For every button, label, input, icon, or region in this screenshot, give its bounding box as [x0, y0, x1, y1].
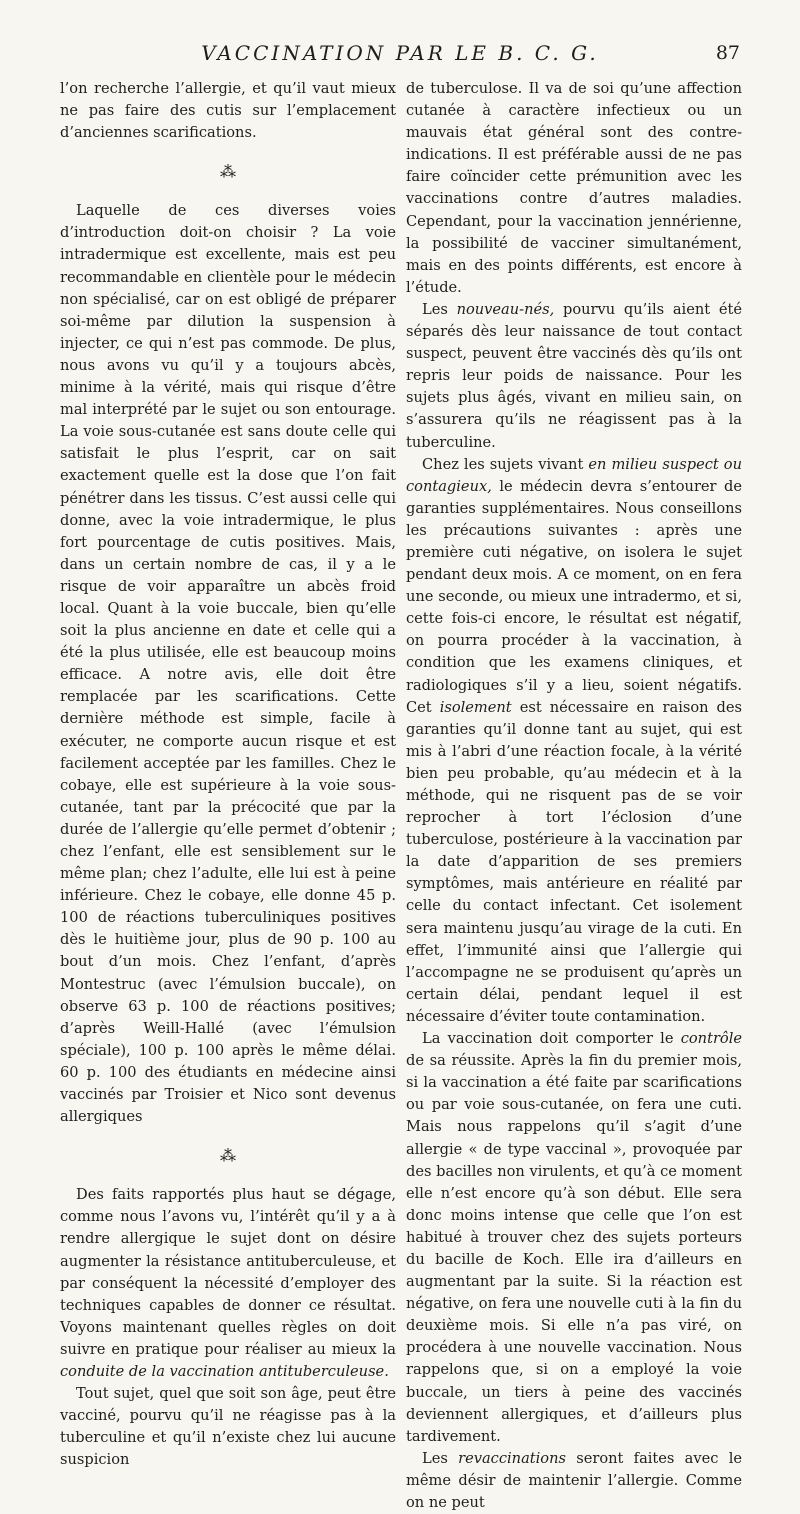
paragraph [406, 299, 742, 454]
page-number: 87 [715, 42, 740, 64]
paragraph [406, 454, 742, 1028]
italic-phrase: conduite de la vaccination antituberculeuse. [60, 1362, 389, 1380]
italic-phrase: revaccinations [458, 1449, 566, 1467]
running-title: VACCINATION PAR LE B. C. G. [201, 41, 599, 65]
italic-phrase: contrôle [680, 1030, 743, 1048]
paragraph: Tout sujet, quel que soit son âge, peut être vacciné, pourvu qu’il ne réagisse pas à la tuberculine et qu’il n’existe chez lui aucune suspicion [60, 1385, 396, 1469]
paragraph-text: Chez les sujets vivant [422, 455, 584, 473]
paragraph: de tuberculose. Il va de soi qu’une affection cutanée à caractère infectieux ou un mauvais état général sont des contre-indications. Il est préférable aussi de ne pas faire coïncider cette prémunition avec les vaccinations contre d’autres maladies. Cependant, pour la vaccination jennérienne, la possibilité de vacciner simultanément, mais en des points différents, est encore à l’étude. [406, 80, 742, 296]
page-header [60, 41, 740, 75]
paragraph-text: Des faits rapportés plus haut se dégage, comme nous l’avons vu, l’intérêt qu’il y a à rendre allergique le sujet dont on désire augmenter la résistance antituberculeuse, et par conséquent la nécessité d’employer des techniques capables de donner ce résultat. Voyons maintenant quelles règles on doit suivre en pratique pour réaliser au mieux la [60, 1186, 396, 1358]
paragraph [406, 1028, 742, 1448]
italic-phrase: en milieu suspect ou contagieux, [406, 455, 742, 495]
italic-phrase: nouveau-nés, [456, 300, 555, 318]
paragraph-text: Les [422, 1449, 448, 1467]
left-column [60, 78, 396, 1471]
paragraph-text: Les [422, 300, 448, 318]
paragraph-text: pourvu qu’ils aient été séparés dès leur naissance de tout contact suspect, peuvent être vaccinés dès qu’ils ont repris leur poids de naissance. Pour les sujets plus âgés, vivant en milieu sain, on s’assurera qu’ils ne réagissent pas à la tuberculine. [406, 300, 742, 451]
paragraph: Laquelle de ces diverses voies d’introduction doit-on choisir ? La voie intradermique est excellente, mais est peu recommandable en clientèle pour le médecin non spécialisé, car on est obligé de préparer soi-même par dilution la suspension à injecter, ce qui n’est pas commode. De plus, nous avons vu qu’il y a toujours abcès, minime à la vérité, mais qui risque d’être mal interprété par le sujet ou son entourage. La voie sous-cutanée est sans doute celle qui satisfait le plus l’esprit, car on sait exactement quelle est la dose que l’on fait pénétrer dans les tissus. C’est aussi celle qui donne, avec la voie intradermique, le plus fort pourcentage de cutis positives. Mais, dans un certain nombre de cas, il y a le risque de voir apparaître un abcès froid local. Quant à la voie buccale, bien qu’elle soit la plus ancienne en date et celle qui a été la plus utilisée, elle est beaucoup moins efficace. A notre avis, elle doit être remplacée par les scarifications. Cette dernière méthode est simple, facile à exécuter, ne comporte aucun risque et est facilement acceptée par les familles. Chez le cobaye, elle est supérieure à la voie sous-cutanée, tant par la précocité que par la durée de l’allergie qu’elle permet d’obtenir ; chez l’enfant, elle est sensiblement sur le même plan; chez l’adulte, elle lui est à peine inférieure. Chez le cobaye, elle donne 45 p. 100 de réactions tuberculiniques positives dès le huitième jour, plus de 90 p. 100 au bout d’un mois. Chez l’enfant, d’après Montestruc (avec l’émulsion buccale), on observe 63 p. 100 de réactions positives; d’après Weill-Hallé (avec l’émulsion spéciale), 100 p. 100 après le même délai. 60 p. 100 des étudiants en médecine ainsi vaccinés par Troisier et Nico sont devenus allergiques [60, 202, 396, 1126]
paragraph [60, 1184, 396, 1383]
right-column [406, 78, 742, 1514]
paragraph-text: de sa réussite. Après la fin du premier mois, si la vaccination a été faite par scarifications ou par voie sous-cutanée, on fera une cuti. Mais nous rappelons qu’il s’agit d’une allergie « de type vaccinal », provoquée par des bacilles non virulents, et qu’à ce moment elle n’est encore qu’à son début. Elle sera donc moins intense que celle que l’on est habitué à trouver chez des sujets porteurs du bacille de Koch. Elle ira d’ailleurs en augmentant par la suite. Si la réaction est négative, on fera une nouvelle cuti à la fin du deuxième mois. Si elle n’a pas viré, on procédera à une nouvelle vaccination. Nous rappelons que, si on a employé la voie buccale, un tiers à peine des vaccinés deviennent allergiques, et d’ailleurs plus tardivement. [406, 1052, 742, 1445]
paragraph-text: est nécessaire en raison des garanties qu’il donne tant au sujet, qui est mis à l’abri d’une réaction focale, à la vérité bien peu probable, qu’au médecin et à la méthode, qui ne risquent pas de se voir reprocher à tort l’éclosion d’une tuberculose, postérieure à la vaccination par la date d’apparition de ses premiers symptômes, mais antérieure en réalité par celle du contact infectant. Cet isolement sera maintenu jusqu’au virage de la cuti. En effet, l’immunité ainsi que l’allergie qui l’accompagne ne se produisent qu’après un certain délai, pendant lequel il est nécessaire d’éviter toute contamination. [406, 698, 743, 1025]
italic-phrase: isolement [439, 698, 512, 716]
paragraph-text: seront faites avec le même désir de maintenir l’allergie. Comme on ne peut [406, 1449, 743, 1511]
section-separator: ⁂ [220, 162, 236, 182]
paragraph-text: le médecin devra s’entourer de garanties supplémentaires. Nous conseillons les précautions suivantes : après une première cuti négative, on isolera le sujet pendant deux mois. A ce moment, on en fera une seconde, ou mieux une intradermo, et si, cette fois-ci encore, le résultat est négatif, on pourra procéder à la vaccination, à condition que les examens cliniques, et radiologiques s’il y a lieu, soient négatifs. Cet [406, 477, 743, 716]
section-separator: ⁂ [220, 1146, 236, 1166]
paragraph: l’on recherche l’allergie, et qu’il vaut mieux ne pas faire des cutis sur l’emplacement d’anciennes scarifications. [60, 80, 396, 142]
paragraph [406, 1448, 742, 1514]
paragraph-text: La vaccination doit comporter le [422, 1030, 674, 1048]
